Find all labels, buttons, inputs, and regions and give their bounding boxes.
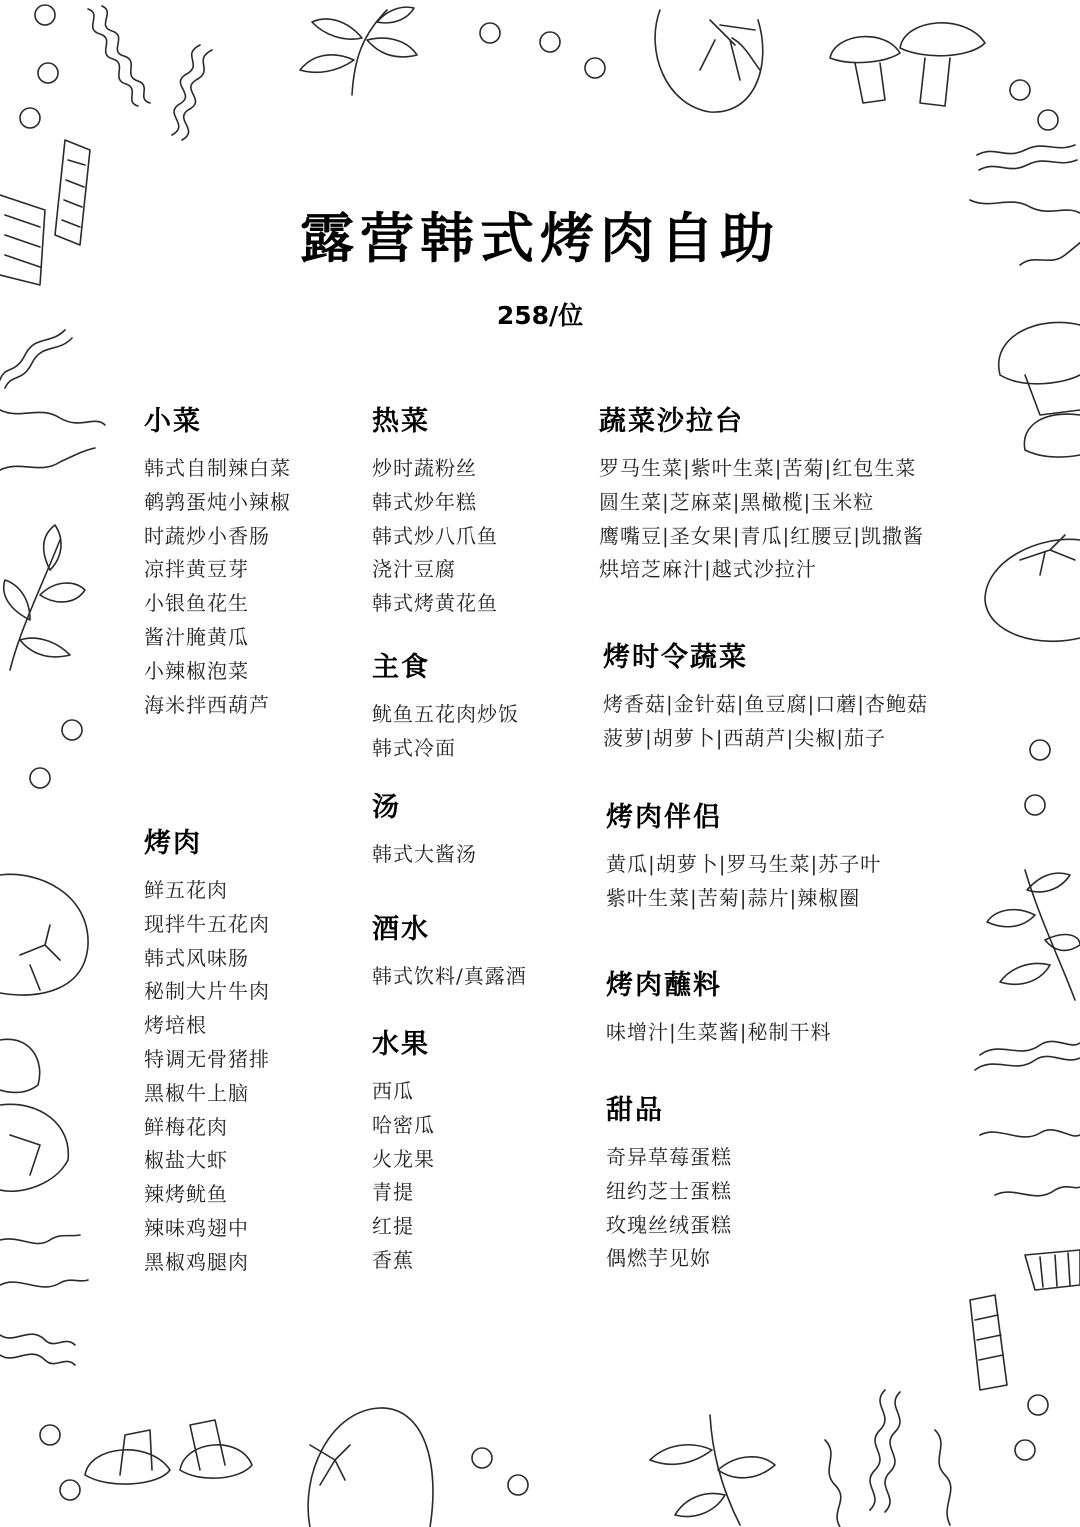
list-item: 小银鱼花生 (144, 591, 249, 616)
section-heading: 热菜 (372, 406, 430, 437)
list-item: 圆生菜|芝麻菜|黑橄榄|玉米粒 (599, 489, 875, 514)
list-item: 韩式自制辣白菜 (144, 456, 291, 480)
list-item: 凉拌黄豆芽 (144, 557, 249, 582)
section-heading: 小菜 (144, 406, 202, 437)
pasta-icon (78, 4, 168, 124)
mushroom-icon (80, 1415, 255, 1527)
parsley-icon (985, 850, 1080, 1005)
list-item: 鹌鹑蛋炖小辣椒 (144, 489, 291, 514)
list-item: 鱿鱼五花肉炒饭 (372, 702, 519, 726)
menu-title: 露营韩式烤肉自助 (300, 207, 780, 270)
list-item: 韩式大酱汤 (372, 842, 477, 866)
pasta-icon (975, 1025, 1080, 1225)
list-item: 椒盐大虾 (144, 1148, 228, 1173)
parsley-icon (0, 520, 90, 675)
list-item: 火龙果 (372, 1146, 435, 1171)
section-xiaocai (144, 404, 291, 722)
section-heading: 烤肉蘸料 (606, 970, 722, 1001)
section-heading: 酒水 (372, 914, 430, 945)
item-list (144, 452, 291, 722)
list-item: 香蕉 (372, 1247, 414, 1272)
section-shuiguo (372, 1027, 435, 1278)
list-item: 韩式炒八爪鱼 (372, 523, 498, 548)
list-item: 紫叶生菜|苦菊|蒜片|辣椒圈 (606, 885, 861, 910)
list-item: 玫瑰丝绒蛋糕 (606, 1212, 732, 1237)
mushroom-icon (985, 315, 1080, 465)
section-heading: 烤时令蔬菜 (603, 642, 748, 673)
mushroom-icon (825, 18, 995, 118)
list-item: 韩式冷面 (372, 735, 456, 760)
list-item: 菠萝|胡萝卜|西葫芦|尖椒|茄子 (603, 725, 886, 750)
list-item: 鲜五花肉 (144, 878, 228, 902)
section-zhanliao (606, 968, 831, 1050)
list-item: 纽约芝士蛋糕 (606, 1178, 732, 1203)
list-item: 哈密瓜 (372, 1112, 435, 1137)
list-item: 秘制大片牛肉 (144, 979, 270, 1004)
section-shala (599, 404, 924, 587)
list-item: 西瓜 (372, 1079, 414, 1103)
list-item: 鲜梅花肉 (144, 1114, 228, 1139)
section-recai (372, 404, 498, 621)
mushroom-icon (0, 1035, 80, 1205)
list-item: 鹰嘴豆|圣女果|青瓜|红腰豆|凯撒酱 (599, 523, 924, 548)
section-heading: 主食 (372, 652, 430, 683)
list-item: 黑椒鸡腿肉 (144, 1249, 249, 1274)
list-item: 浇汁豆腐 (372, 557, 456, 582)
list-item: 炒时蔬粉丝 (372, 456, 477, 480)
list-item: 烤培根 (144, 1013, 207, 1038)
menu-price: 258/位 (496, 301, 584, 330)
list-item: 辣烤鱿鱼 (144, 1182, 228, 1207)
section-heading: 烤肉 (144, 828, 202, 859)
list-item: 黄瓜|胡萝卜|罗马生菜|苏子叶 (606, 852, 882, 876)
section-jiushui (372, 912, 527, 994)
list-item: 青提 (372, 1180, 414, 1205)
list-item: 小辣椒泡菜 (144, 658, 249, 683)
tomato-icon (640, 0, 780, 120)
section-heading: 汤 (372, 792, 401, 823)
pasta-icon (0, 320, 110, 500)
item-list (144, 874, 270, 1280)
item-list (603, 688, 928, 756)
pasta-icon (160, 40, 220, 150)
section-banlv (606, 800, 881, 916)
section-heading: 水果 (372, 1029, 430, 1060)
list-item: 味增汁|生菜酱|秘制干料 (606, 1020, 832, 1044)
item-list (599, 452, 924, 587)
list-item: 现拌牛五花肉 (144, 911, 270, 936)
list-item: 韩式炒年糕 (372, 489, 477, 514)
list-item: 酱汁腌黄瓜 (144, 624, 249, 649)
section-heading: 蔬菜沙拉台 (599, 406, 744, 437)
item-list (372, 960, 527, 994)
list-item: 红提 (372, 1214, 414, 1239)
item-list (372, 698, 519, 766)
list-item: 韩式饮料/真露酒 (372, 964, 527, 988)
section-kaorou (144, 826, 270, 1280)
list-item: 时蔬炒小香肠 (144, 523, 270, 548)
list-item: 偶燃芋见妳 (606, 1246, 711, 1271)
list-item: 韩式风味肠 (144, 945, 249, 970)
item-list (372, 452, 498, 621)
section-heading: 甜品 (606, 1095, 664, 1126)
list-item: 韩式烤黄花鱼 (372, 591, 498, 616)
list-item: 烘培芝麻汁|越式沙拉汁 (599, 557, 817, 582)
list-item: 烤香菇|金针菇|鱼豆腐|口蘑|杏鲍菇 (603, 692, 928, 716)
tomato-icon (290, 1405, 440, 1527)
pasta-icon (965, 1245, 1080, 1395)
list-item: 辣味鸡翅中 (144, 1215, 249, 1240)
list-item: 海米拌西葫芦 (144, 692, 270, 717)
tomato-icon (980, 520, 1080, 650)
list-item: 黑椒牛上脑 (144, 1080, 249, 1105)
section-tang (372, 790, 477, 872)
list-item: 特调无骨猪排 (144, 1046, 270, 1071)
item-list (606, 1141, 732, 1276)
section-heading: 烤肉伴侣 (606, 802, 722, 833)
item-list (372, 1075, 435, 1278)
pasta-icon (815, 1380, 965, 1527)
list-item: 奇异草莓蛋糕 (606, 1145, 732, 1169)
item-list (606, 848, 881, 916)
item-list (372, 838, 477, 872)
list-item: 罗马生菜|紫叶生菜|苦菊|红包生菜 (599, 456, 917, 480)
section-shiling (603, 640, 928, 756)
section-zhushi (372, 650, 519, 766)
parsley-icon (292, 0, 422, 100)
pasta-icon (0, 1225, 90, 1385)
tomato-icon (0, 865, 95, 1005)
item-list (606, 1016, 831, 1050)
section-tianpin (606, 1093, 732, 1276)
parsley-icon (640, 1410, 780, 1527)
